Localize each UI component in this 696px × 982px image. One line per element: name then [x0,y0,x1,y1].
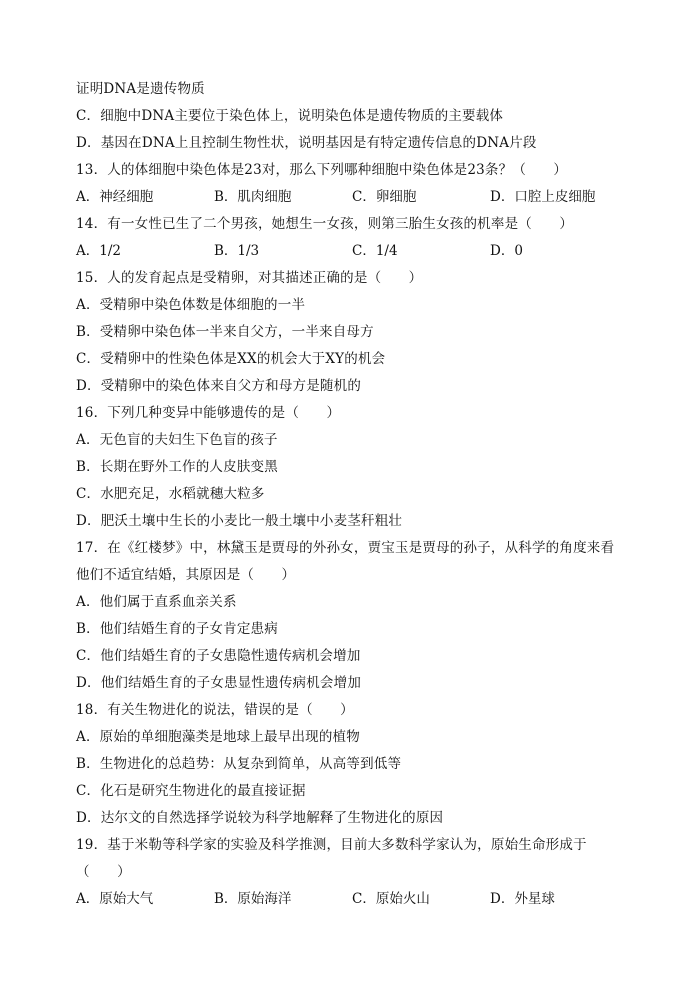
q17-option-a: A．他们属于直系血亲关系 [76,594,237,610]
q19-option-b: B．原始海洋 [214,891,292,907]
question-17: 17．在《红楼梦》中，林黛玉是贾母的外孙女，贾宝玉是贾母的孙子，从科学的角度来看 [76,540,615,556]
q16-option-d: D．肥沃土壤中生长的小麦比一般土壤中小麦茎秆粗壮 [76,513,403,529]
q13-option-b: B．肌肉细胞 [214,189,292,205]
q15-option-b: B．受精卵中染色体一半来自父方，一半来自母方 [76,324,374,340]
question-17-cont: 他们不适宜结婚，其原因是（ ） [76,567,296,583]
q18-option-a: A．原始的单细胞藻类是地球上最早出现的植物 [76,729,360,745]
question-15: 15．人的发育起点是受精卵，对其描述正确的是（ ） [76,270,423,286]
q19-option-c: C．原始火山 [352,891,430,907]
q17-option-c: C．他们结婚生育的子女患隐性遗传病机会增加 [76,648,361,664]
q13-option-a: A．神经细胞 [76,189,154,205]
question-19-blank: （ ） [76,864,131,880]
q13-option-d: D．口腔上皮细胞 [490,189,596,205]
text-line: 证明DNA是遗传物质 [76,81,205,97]
q16-option-a: A．无色盲的夫妇生下色盲的孩子 [76,432,278,448]
q18-option-d: D．达尔文的自然选择学说较为科学地解释了生物进化的原因 [76,810,444,826]
question-16: 16．下列几种变异中能够遗传的是（ ） [76,405,341,421]
q18-option-c: C．化石是研究生物进化的最直接证据 [76,783,306,799]
q17-option-d: D．他们结婚生育的子女患显性遗传病机会增加 [76,675,362,691]
q14-option-a: A．1/2 [76,243,121,259]
q19-option-a: A．原始大气 [76,891,154,907]
option-d: D．基因在DNA上且控制生物性状，说明基因是有特定遗传信息的DNA片段 [76,135,537,151]
q14-option-d: D．0 [490,243,523,259]
question-19: 19．基于米勒等科学家的实验及科学推测，目前大多数科学家认为，原始生命形成于 [76,837,587,853]
option-c: C．细胞中DNA主要位于染色体上，说明染色体是遗传物质的主要载体 [76,108,504,124]
q14-option-c: C．1/4 [352,243,398,259]
q15-option-c: C．受精卵中的性染色体是XX的机会大于XY的机会 [76,351,386,367]
q13-option-c: C．卵细胞 [352,189,417,205]
q16-option-c: C．水肥充足，水稻就穗大粒多 [76,486,265,502]
question-18: 18．有关生物进化的说法，错误的是（ ） [76,702,354,718]
question-14: 14．有一女性已生了二个男孩，她想生一女孩，则第三胎生女孩的机率是（ ） [76,216,574,232]
q15-option-d: D．受精卵中的染色体来自父方和母方是随机的 [76,378,362,394]
q19-option-d: D．外星球 [490,891,555,907]
q16-option-b: B．长期在野外工作的人皮肤变黑 [76,459,278,475]
q15-option-a: A．受精卵中染色体数是体细胞的一半 [76,297,306,313]
q17-option-b: B．他们结婚生育的子女肯定患病 [76,621,278,637]
q14-option-b: B．1/3 [214,243,260,259]
question-13: 13．人的体细胞中染色体是23对，那么下列哪种细胞中染色体是23条？（ ） [76,162,568,178]
q18-option-b: B．生物进化的总趋势：从复杂到简单，从高等到低等 [76,756,402,772]
